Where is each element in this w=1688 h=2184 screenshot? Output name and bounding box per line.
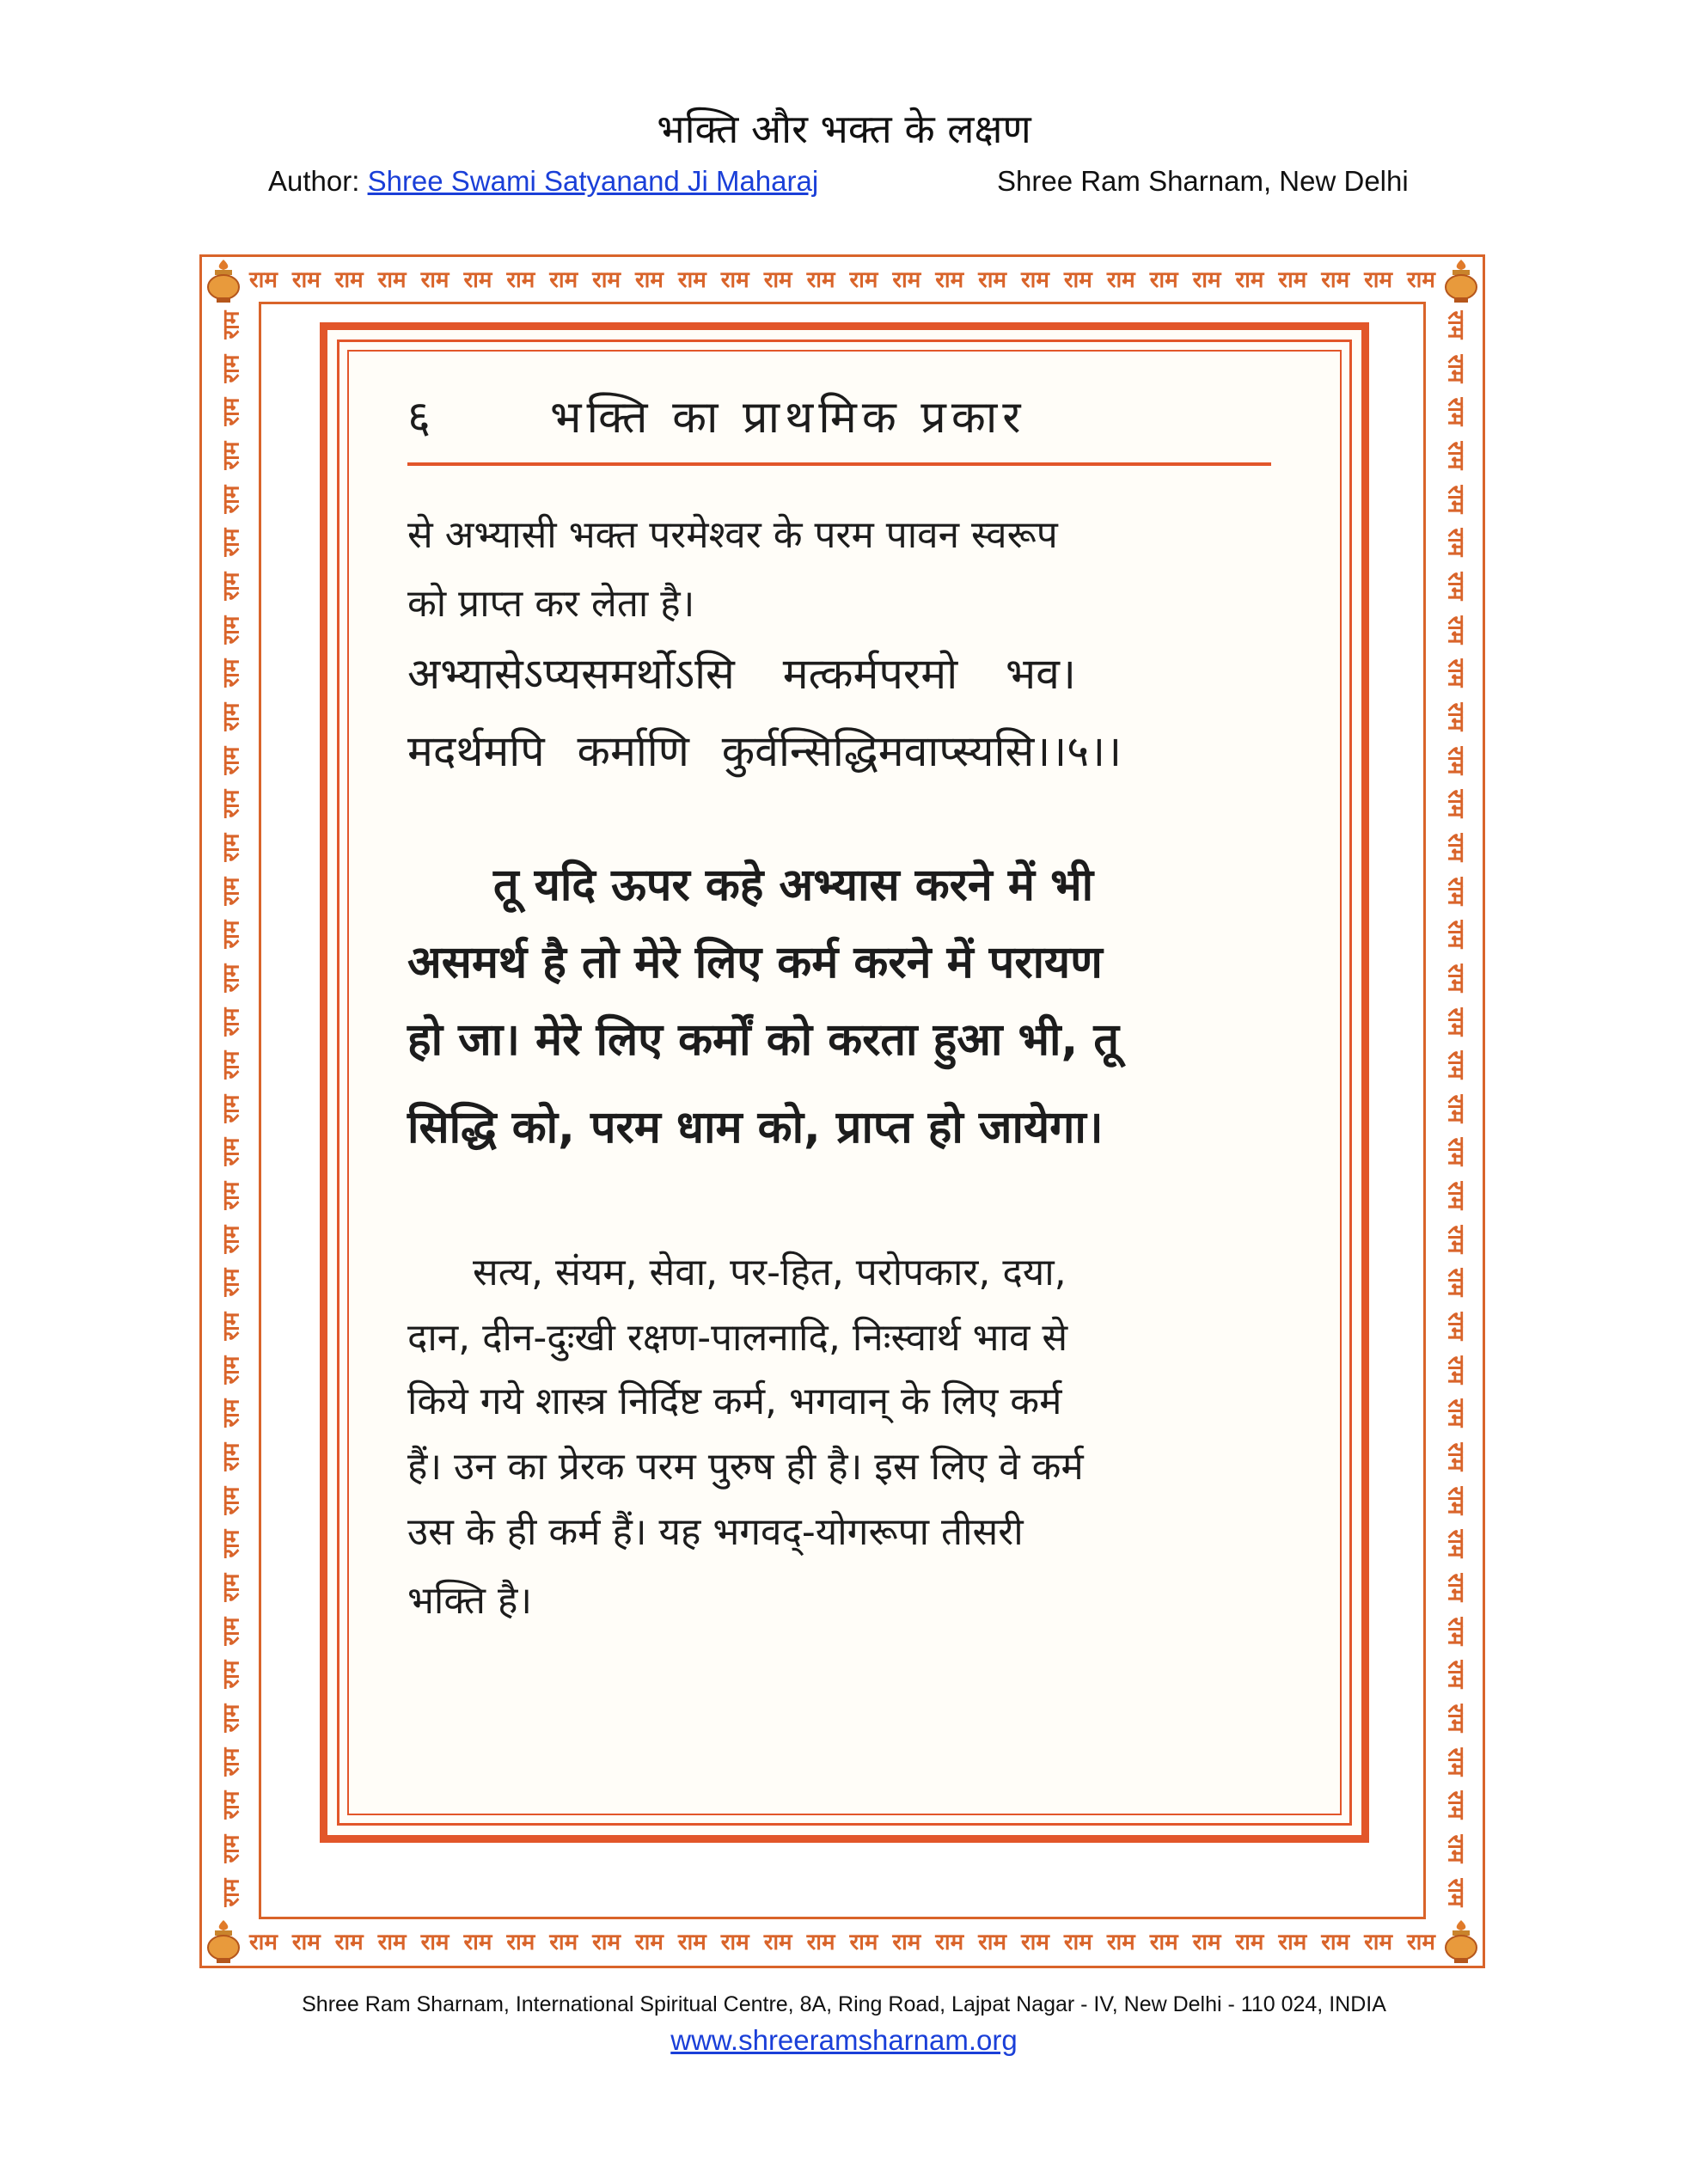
ram-border-word: राम [217,964,244,993]
ram-border-word: राम [549,1930,578,1955]
footer-address: Shree Ram Sharnam, International Spiritual Centre, 8A, Ring Road, Lajpat Nagar - IV, New Delhi - 110 024, INDIA [302,1992,1386,2016]
ram-border-word: राम [217,485,244,514]
verse-line: अभ्यासेऽप्यसमर्थोऽसि मत्कर्मपरमो भव। [407,649,1076,699]
ram-border-word: राम [1441,1529,1468,1558]
ram-border-word: राम [1441,615,1468,645]
ram-border-word: राम [1441,1355,1468,1385]
paragraph-line: दान, दीन-दुःखी रक्षण-पालनादि, निःस्वार्थ भाव से [407,1316,1068,1360]
ram-border-word: राम [1441,310,1468,340]
ram-border-word: राम [1441,920,1468,949]
ram-border-word: राम [1407,1930,1435,1955]
ram-border-word: राम [978,267,1007,293]
ram-border-word: राम [463,267,492,293]
ram-border-word: राम [217,1529,244,1558]
paragraph-line: सत्य, संयम, सेवा, पर-हित, परोपकार, दया, [473,1251,1067,1294]
ram-border-word: राम [1441,397,1468,426]
kalash-icon [1439,1917,1483,1965]
ram-border-left [211,309,248,1908]
ram-border-word: राम [217,1355,244,1385]
ram-border-word: राम [217,397,244,426]
ram-border-word: राम [677,267,706,293]
author-label: Author: [268,165,368,197]
ram-border-word: राम [1441,528,1468,557]
ram-border-word: राम [217,1486,244,1515]
ram-border-word: राम [1441,702,1468,731]
ram-border-word: राम [1441,1617,1468,1646]
ram-border-word: राम [892,267,921,293]
ram-border-word: राम [217,1747,244,1777]
author-link[interactable]: Shree Swami Satyanand Ji Maharaj [367,165,819,197]
ram-border-bottom [249,1922,1435,1960]
ram-border-word: राम [217,1573,244,1602]
kalash-icon [201,1917,246,1965]
ram-border-word: राम [506,267,535,293]
ram-border-word: राम [217,354,244,383]
ram-border-word: राम [377,1930,407,1955]
ram-border-word: राम [1441,1790,1468,1820]
ram-border-word: राम [217,1704,244,1733]
ram-border-word: राम [1441,1225,1468,1254]
ram-border-word: राम [763,1930,792,1955]
ram-border-word: राम [1441,1050,1468,1080]
ram-border-word: राम [334,1930,364,1955]
ram-border-word: राम [1441,1573,1468,1602]
kalash-icon [1439,256,1483,304]
ram-border-word: राम [463,1930,492,1955]
ram-border-word: राम [849,1930,878,1955]
ram-border-word: राम [592,267,621,293]
organization-label: Shree Ram Sharnam, New Delhi [997,165,1409,197]
ram-border-word: राम [849,267,878,293]
ram-border-word: राम [217,572,244,601]
ram-border-word: राम [806,1930,835,1955]
ram-border-word: राम [1278,1930,1307,1955]
ram-border-word: राम [217,1878,244,1907]
paragraph-line: सिद्धि को, परम धाम को, प्राप्त हो जायेगा। [407,1102,1104,1153]
ram-border-word: राम [1021,1930,1049,1955]
ram-border-word: राम [592,1930,621,1955]
ram-border-word: राम [217,441,244,470]
ram-border-word: राम [217,1225,244,1254]
verse-line: मदर्थमपि कर्माणि कुर्वन्सिद्धिमवाप्स्यसि।।५।। [407,726,1122,776]
ram-border-word: राम [1278,267,1307,293]
ram-border-word: राम [420,267,450,293]
ram-border-word: राम [1063,267,1092,293]
ram-border-word: राम [677,1930,706,1955]
ram-border-word: राम [1441,485,1468,514]
ram-border-word: राम [217,310,244,340]
ram-border-word: राम [291,1930,321,1955]
ram-border-word: राम [549,267,578,293]
ram-border-word: राम [217,1268,244,1297]
ram-border-word: राम [1021,267,1049,293]
ram-border-word: राम [217,1790,244,1820]
ram-border-word: राम [377,267,407,293]
ram-border-word: राम [1441,1312,1468,1341]
paragraph-line: हो जा। मेरे लिए कर्मों को करता हुआ भी, तू [407,1014,1120,1066]
paragraph-line: हैं। उन का प्रेरक परम पुरुष ही है। इस लिए वे कर्म [407,1445,1084,1489]
ram-border-word: राम [1441,1747,1468,1777]
ram-border-word: राम [635,1930,664,1955]
paragraph-line: भक्ति है। [407,1579,533,1623]
ram-border-word: राम [1321,1930,1350,1955]
ram-border-word: राम [1364,1930,1393,1955]
ram-border-word: राम [1364,267,1393,293]
ram-border-right [1438,309,1476,1908]
ram-border-word: राम [217,1398,244,1428]
ram-border-word: राम [1441,572,1468,601]
ram-border-word: राम [1441,1398,1468,1428]
ram-border-word: राम [1441,1486,1468,1515]
ram-border-word: राम [217,920,244,949]
ram-border-word: राम [1441,1138,1468,1166]
ram-border-word: राम [217,1138,244,1166]
ram-border-word: राम [217,1617,244,1646]
ram-border-word: राम [1441,1268,1468,1297]
ram-border-word: राम [249,1930,278,1955]
ram-border-word: राम [1441,1704,1468,1733]
paragraph-line: असमर्थ है तो मेरे लिए कर्म करने में परायण [407,937,1103,988]
ram-border-word: राम [291,267,321,293]
ram-border-word: राम [1441,1660,1468,1689]
ram-border-word: राम [1063,1930,1092,1955]
document-title: भक्ति और भक्त के लक्षण [657,106,1031,152]
ram-border-word: राम [1441,1094,1468,1123]
ram-border-word: राम [1441,877,1468,905]
ram-border-word: राम [217,702,244,731]
ram-border-word: राम [217,789,244,818]
ram-border-word: राम [1441,789,1468,818]
ram-border-word: राम [935,1930,964,1955]
ram-border-word: राम [1235,267,1264,293]
ram-border-word: राम [1321,267,1350,293]
ram-border-word: राम [217,658,244,688]
ram-border-word: राम [1441,354,1468,383]
ram-border-word: राम [217,833,244,862]
ram-border-word: राम [217,1007,244,1036]
ram-border-word: राम [217,528,244,557]
ram-border-word: राम [217,877,244,905]
ram-border-word: राम [720,267,749,293]
author-line [268,165,818,198]
ram-border-word: राम [1441,441,1468,470]
ram-border-word: राम [763,267,792,293]
ram-border-word: राम [1441,833,1468,862]
kalash-icon [201,256,246,304]
ram-border-word: राम [1441,1181,1468,1210]
ram-border-word: राम [217,1834,244,1863]
ram-border-word: राम [1192,267,1221,293]
ram-border-word: राम [806,267,835,293]
ram-border-word: राम [1441,964,1468,993]
ram-border-word: राम [1441,658,1468,688]
ram-border-word: राम [1192,1930,1221,1955]
ram-border-word: राम [935,267,964,293]
ram-border-word: राम [217,1181,244,1210]
ram-border-word: राम [420,1930,450,1955]
ram-border-word: राम [506,1930,535,1955]
chapter-title: भक्ति का प्राथमिक प्रकार [550,392,1026,444]
ram-border-word: राम [249,267,278,293]
paragraph-line: उस के ही कर्म हैं। यह भगवद्-योगरूपा तीसरी [407,1510,1024,1554]
footer-website-link[interactable]: www.shreeramsharnam.org [670,2024,1018,2056]
ram-border-word: राम [217,615,244,645]
ram-border-word: राम [978,1930,1007,1955]
ram-border-word: राम [1441,1878,1468,1907]
ram-border-word: राम [1441,1442,1468,1471]
chapter-rule [407,462,1271,466]
ram-border-word: राम [1106,267,1135,293]
ram-border-word: राम [217,1660,244,1689]
ram-border-top [249,260,1435,297]
ram-border-word: राम [1106,1930,1135,1955]
ram-border-word: राम [217,1050,244,1080]
ram-border-word: राम [1441,1007,1468,1036]
ram-border-word: राम [1441,746,1468,775]
ram-border-word: राम [217,1312,244,1341]
ram-border-word: राम [1407,267,1435,293]
paragraph-line: तू यदि ऊपर कहे अभ्यास करने में भी [493,860,1094,911]
chapter-number: ६ [407,392,431,444]
ram-border-word: राम [892,1930,921,1955]
ram-border-word: राम [1441,1834,1468,1863]
ram-border-word: राम [217,746,244,775]
ram-border-word: राम [635,267,664,293]
ram-border-word: राम [334,267,364,293]
ram-border-word: राम [720,1930,749,1955]
ram-border-word: राम [1149,1930,1178,1955]
paragraph-line: किये गये शास्त्र निर्दिष्ट कर्म, भगवान् के लिए कर्म [407,1380,1062,1423]
ram-border-word: राम [1235,1930,1264,1955]
ram-border-word: राम [1149,267,1178,293]
paragraph-line: को प्राप्त कर लेता है। [407,582,695,626]
ram-border-word: राम [217,1442,244,1471]
paragraph-line: से अभ्यासी भक्त परमेश्वर के परम पावन स्वरूप [407,513,1058,557]
ram-border-word: राम [217,1094,244,1123]
